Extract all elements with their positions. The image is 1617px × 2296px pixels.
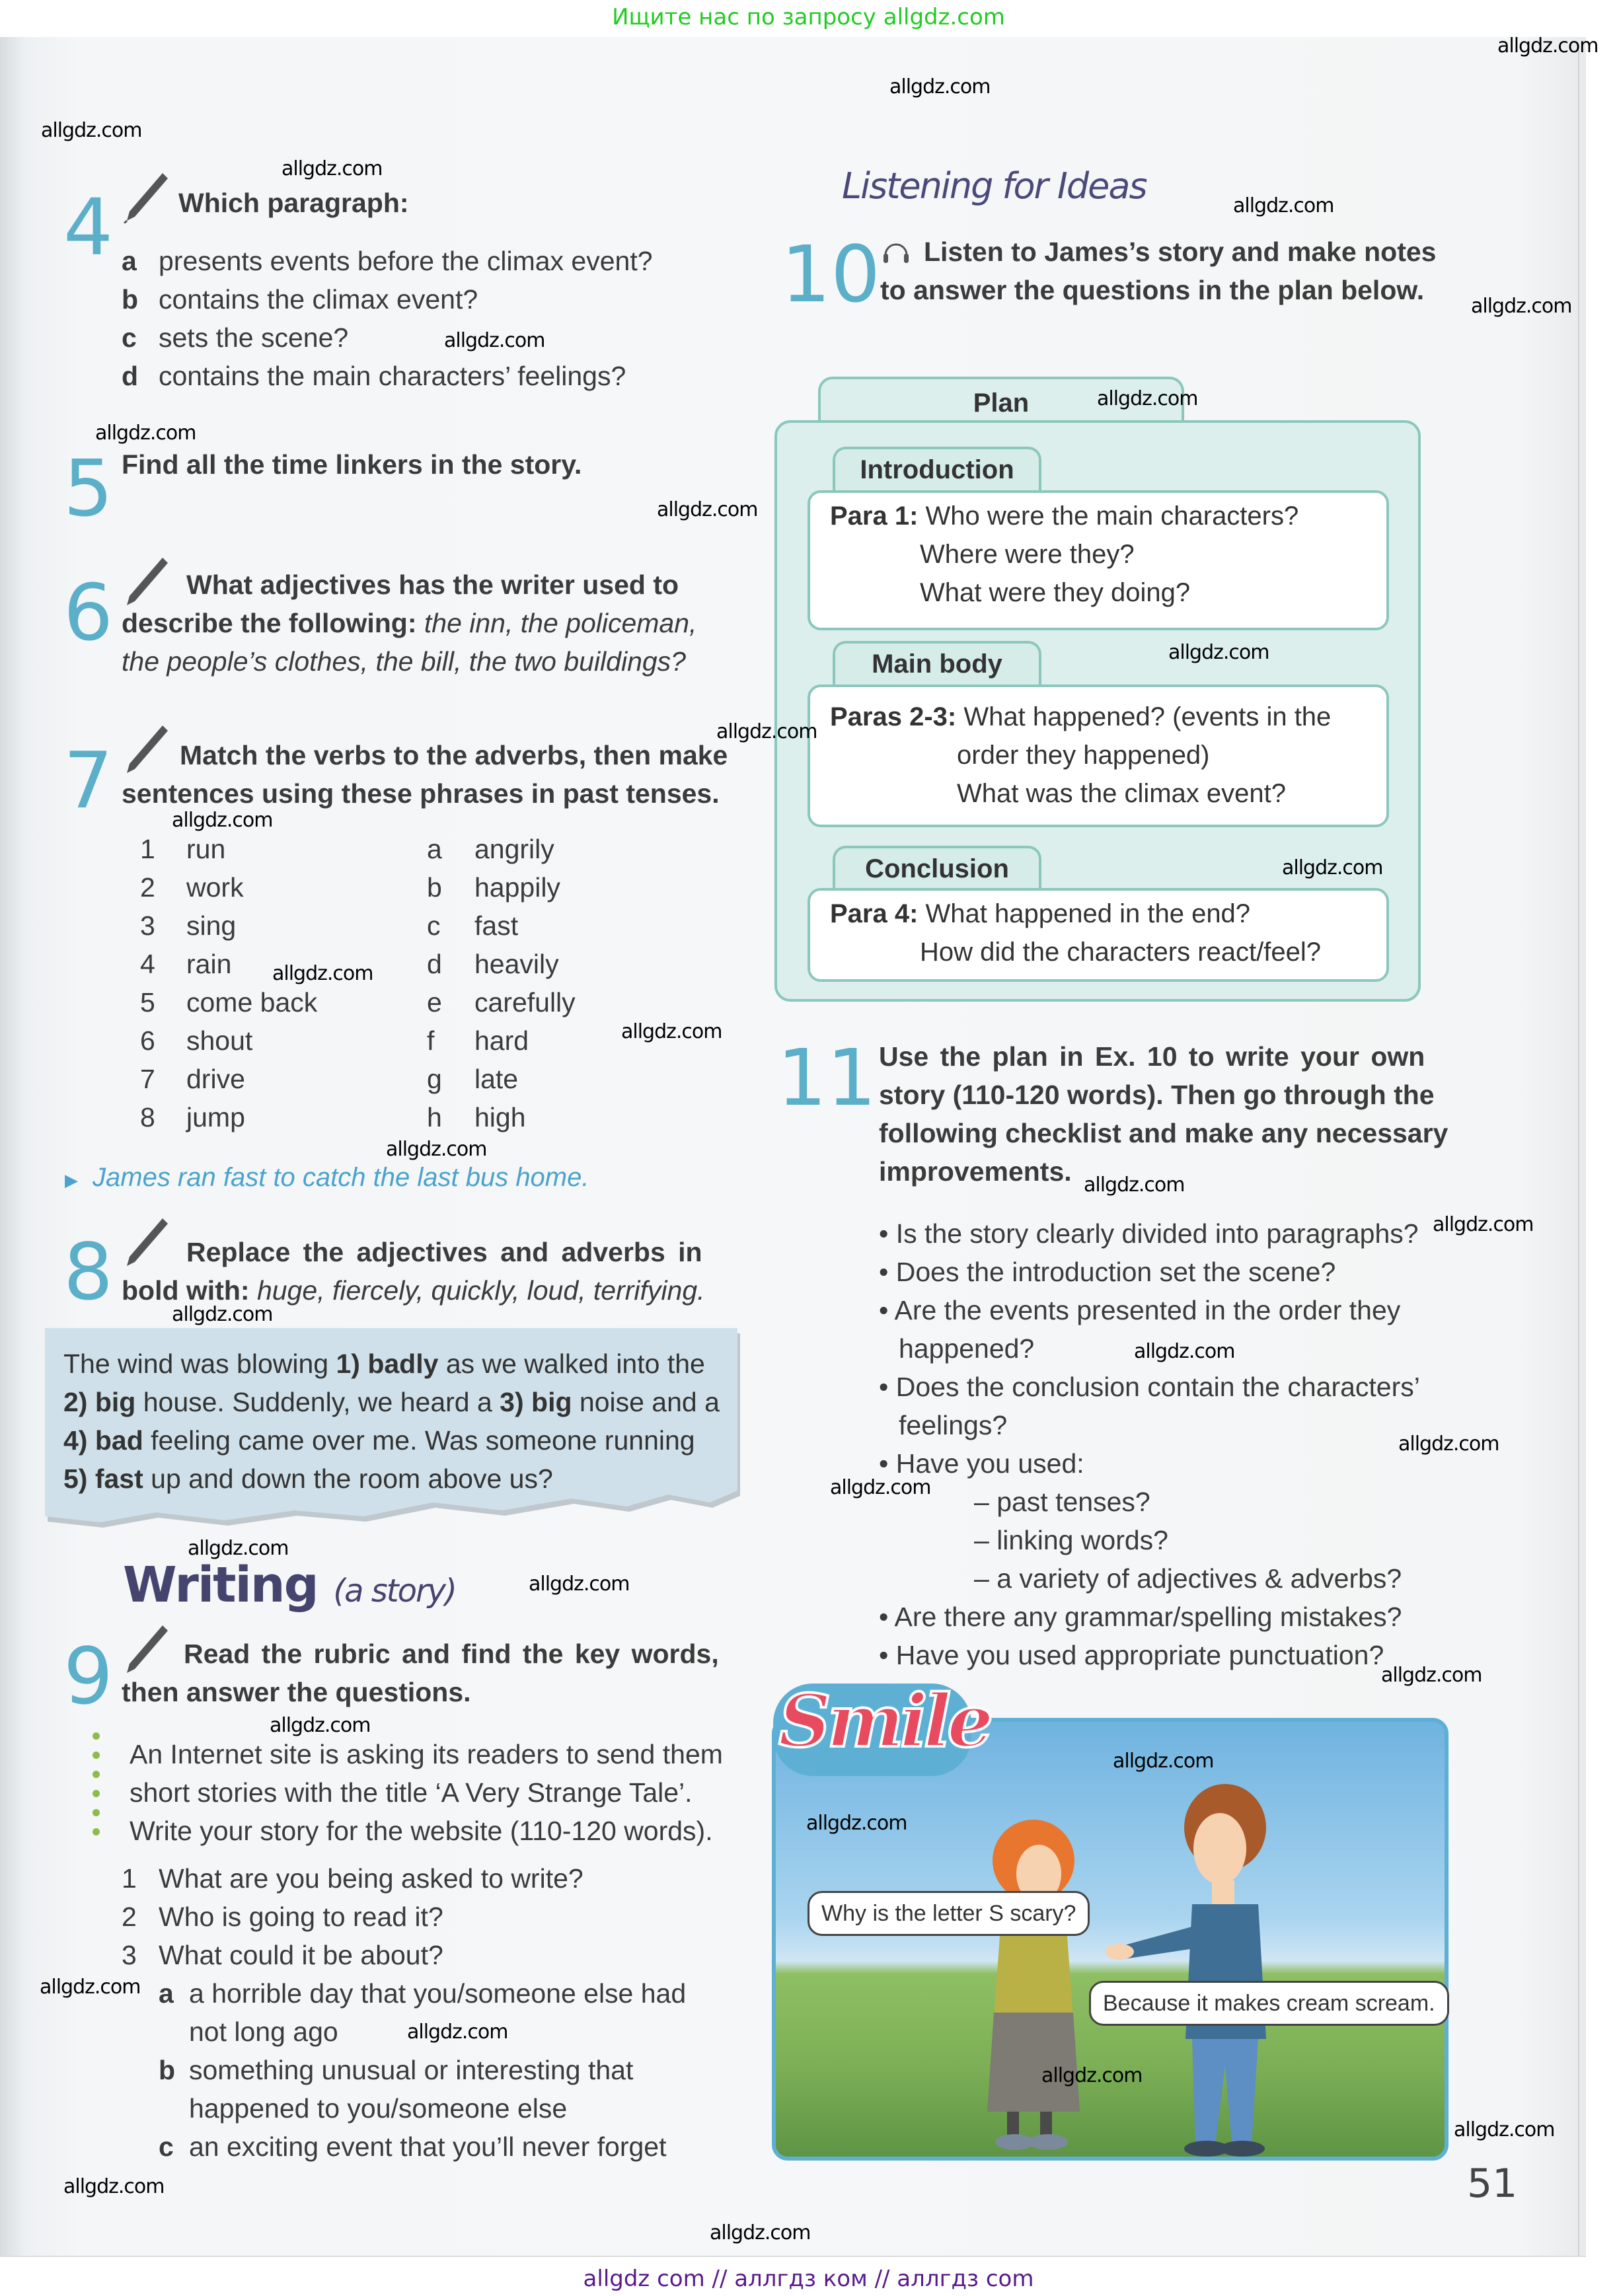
adverb-item: d heavily: [427, 949, 559, 979]
exercise-8-number: 8: [63, 1226, 114, 1317]
verb-item: 7 drive: [140, 1064, 245, 1094]
exercise-6-rubric-line2: describe the following: the inn, the policeman,: [122, 608, 697, 638]
exercise-4-number: 4: [63, 182, 114, 273]
watermark: allgdz.com: [40, 1976, 141, 1999]
adverb-item: g late: [427, 1064, 519, 1094]
exercise-8-text: [63, 1345, 731, 1498]
watermark: allgdz.com: [1454, 2118, 1555, 2141]
verb-item: 4 rain: [140, 949, 232, 979]
girl-character-illustration: [961, 1801, 1106, 2158]
task-line: An Internet site is asking its readers to send them: [130, 1739, 723, 1769]
exercise-5-number: 5: [63, 443, 114, 534]
watermark: allgdz.com: [1134, 1340, 1235, 1363]
exercise-8-rubric-line1: Replace the adjectives and adverbs in: [186, 1237, 702, 1267]
watermark: allgdz.com: [95, 422, 196, 445]
question-item: 2 Who is going to read it?: [122, 1902, 443, 1932]
exercise-4-item-d: d contains the main characters’ feelings?: [122, 361, 626, 391]
writing-section-title: Writing (a story): [123, 1557, 456, 1613]
watermark: allgdz.com: [806, 1812, 907, 1835]
speech-bubble-boy: Because it makes cream scream.: [1089, 1981, 1449, 2026]
pen-icon: [123, 1216, 169, 1269]
smile-cartoon-image: [772, 1718, 1448, 2161]
watermark: allgdz.com: [1041, 2064, 1143, 2087]
checklist-item: • Are there any grammar/spelling mistakes?: [879, 1602, 1402, 1632]
arrow-right-icon: ▶: [65, 1170, 78, 1190]
text-line: 2) big house. Suddenly, we heard a 3) big noise and a: [63, 1387, 720, 1417]
verb-item: 3 sing: [140, 910, 237, 941]
plan-line: Where were they?: [920, 540, 1135, 569]
question-item: 1 What are you being asked to write?: [122, 1863, 583, 1894]
watermark: allgdz.com: [657, 498, 758, 521]
adverb-item: c fast: [427, 910, 519, 941]
question-item: 3 What could it be about?: [122, 1940, 443, 1970]
adverb-item: f hard: [427, 1025, 529, 1056]
task-line: short stories with the title ‘A Very Strange Tale’.: [130, 1777, 693, 1808]
watermark: allgdz.com: [188, 1537, 289, 1560]
option-a: a a horrible day that you/someone else had: [159, 1978, 687, 2009]
plan-line: Paras 2-3: What happened? (events in the: [830, 702, 1332, 731]
exercise-8-rubric-line2: bold with: huge, fiercely, quickly, loud, terrifying.: [122, 1275, 705, 1306]
plan-section-tab-main-body: Main body: [833, 641, 1041, 685]
watermark: allgdz.com: [830, 1476, 931, 1499]
checklist-subitem: – past tenses?: [974, 1487, 1150, 1517]
watermark: allgdz.com: [172, 1303, 273, 1326]
checklist-item: • Have you used:: [879, 1448, 1084, 1479]
watermark: allgdz.com: [529, 1573, 630, 1596]
watermark: allgdz.com: [621, 1020, 722, 1043]
bottom-banner[interactable]: allgdz com // аллгдз ком // аллгдз com: [0, 2262, 1617, 2296]
exercise-11-rubric-line: story (110-120 words). Then go through the: [879, 1080, 1435, 1110]
exercise-4-item-c: c sets the scene?: [122, 322, 349, 353]
verb-item: 2 work: [140, 872, 244, 903]
checklist-subitem: – linking words?: [974, 1525, 1168, 1555]
exercise-11-rubric-line: improvements.: [879, 1156, 1072, 1187]
pen-icon: [123, 723, 169, 776]
watermark: allgdz.com: [272, 962, 373, 985]
plan-line: Para 1: Who were the main characters?: [830, 501, 1299, 531]
exercise-11-rubric-line: following checklist and make any necessary: [879, 1118, 1448, 1148]
checklist-item: • Are the events presented in the order they: [879, 1295, 1401, 1325]
exercise-9-rubric-line2: then answer the questions.: [122, 1677, 471, 1707]
exercise-9-rubric-line1: Read the rubric and find the key words,: [184, 1639, 719, 1669]
exercise-10-rubric-line2: to answer the questions in the plan below.: [880, 275, 1425, 305]
pen-icon: [123, 1623, 169, 1676]
smile-logo: Smile: [778, 1678, 990, 1763]
watermark: allgdz.com: [1497, 34, 1598, 57]
adverb-item: e carefully: [427, 987, 576, 1018]
page-number: 51: [1467, 2161, 1518, 2207]
verb-item: 6 shout: [140, 1025, 253, 1056]
watermark: allgdz.com: [710, 2221, 811, 2244]
plan-line: Para 4: What happened in the end?: [830, 899, 1251, 928]
adverb-item: h high: [427, 1102, 526, 1132]
verb-item: 1 run: [140, 834, 226, 864]
watermark: allgdz.com: [1168, 641, 1269, 664]
listening-section-title: Listening for Ideas: [842, 165, 1147, 207]
watermark: allgdz.com: [1084, 1173, 1185, 1197]
watermark: allgdz.com: [1381, 1664, 1482, 1687]
watermark: allgdz.com: [889, 75, 991, 98]
watermark: allgdz.com: [172, 809, 273, 832]
task-line: Write your story for the website (110-120 words).: [130, 1816, 713, 1846]
plan-tab: Plan: [818, 377, 1184, 424]
pen-icon: [123, 170, 169, 223]
option-a-continued: not long ago: [189, 2017, 338, 2047]
verb-item: 8 jump: [140, 1102, 245, 1132]
option-b: b something unusual or interesting that: [159, 2055, 634, 2085]
exercise-5-rubric: Find all the time linkers in the story.: [122, 449, 582, 480]
text-line: 4) bad feeling came over me. Was someone running: [63, 1425, 695, 1456]
option-c: c an exciting event that you’ll never forget: [159, 2131, 667, 2162]
plan-section-tab-introduction: Introduction: [833, 447, 1041, 490]
watermark: allgdz.com: [1113, 1750, 1214, 1773]
watermark: allgdz.com: [407, 2020, 508, 2044]
checklist-item: • Does the introduction set the scene?: [879, 1257, 1336, 1287]
checklist-item: • Does the conclusion contain the characters’: [879, 1372, 1420, 1402]
plan-line: What was the climax event?: [957, 779, 1286, 808]
watermark: allgdz.com: [1233, 194, 1334, 217]
checklist-item: • Have you used appropriate punctuation?: [879, 1640, 1384, 1670]
plan-section-tab-conclusion: Conclusion: [833, 846, 1041, 889]
green-dots-decoration: [93, 1732, 100, 1847]
exercise-7-rubric-line2: sentences using these phrases in past tenses.: [122, 778, 720, 809]
exercise-10-rubric-line1: Listen to James’s story and make notes: [924, 237, 1437, 267]
top-banner[interactable]: Ищите нас по запросу allgdz.com: [0, 0, 1617, 34]
watermark: allgdz.com: [63, 2175, 165, 2198]
watermark: allgdz.com: [1471, 295, 1572, 318]
exercise-9-number: 9: [63, 1631, 114, 1722]
watermark: allgdz.com: [1433, 1213, 1534, 1236]
plan-line: order they happened): [957, 741, 1210, 770]
checklist-item: feelings?: [899, 1410, 1008, 1440]
headphones-icon: [882, 235, 911, 266]
watermark: allgdz.com: [1398, 1432, 1499, 1456]
watermark: allgdz.com: [1282, 856, 1383, 879]
example-sentence: ▶ James ran fast to catch the last bus home.: [65, 1163, 589, 1192]
option-b-continued: happened to you/someone else: [189, 2093, 568, 2124]
adverb-item: b happily: [427, 872, 560, 903]
watermark: allgdz.com: [270, 1714, 371, 1737]
exercise-4-rubric: Which paragraph:: [178, 188, 409, 218]
text-line: 5) fast up and down the room above us?: [63, 1463, 553, 1494]
checklist-subitem: – a variety of adjectives & adverbs?: [974, 1563, 1402, 1594]
exercise-11-rubric-line: Use the plan in Ex. 10 to write your own: [879, 1041, 1425, 1072]
pen-icon: [123, 555, 169, 608]
watermark: allgdz.com: [1097, 387, 1198, 410]
exercise-6-rubric-line1: What adjectives has the writer used to: [186, 570, 679, 600]
checklist-item: happened?: [899, 1333, 1035, 1364]
exercise-6-rubric-line3: the people’s clothes, the bill, the two buildings?: [122, 646, 686, 677]
watermark: allgdz.com: [716, 720, 817, 743]
checklist-item: • Is the story clearly divided into paragraphs?: [879, 1218, 1419, 1249]
exercise-6-number: 6: [63, 567, 114, 658]
boy-character-illustration: [1093, 1775, 1318, 2158]
plan-line: What were they doing?: [920, 578, 1191, 607]
exercise-4-item-b: b contains the climax event?: [122, 284, 478, 315]
exercise-11-number: 11: [777, 1032, 877, 1123]
watermark: allgdz.com: [444, 329, 545, 352]
exercise-4-item-a: a presents events before the climax event?: [122, 246, 653, 276]
watermark: allgdz.com: [41, 119, 142, 142]
exercise-7-number: 7: [63, 735, 114, 826]
watermark: allgdz.com: [386, 1138, 487, 1161]
speech-bubble-girl: Why is the letter S scary?: [808, 1891, 1090, 1936]
exercise-10-number: 10: [781, 229, 881, 320]
watermark: allgdz.com: [282, 157, 383, 180]
verb-item: 5 come back: [140, 987, 318, 1018]
exercise-7-rubric-line1: Match the verbs to the adverbs, then make: [180, 740, 728, 770]
plan-line: How did the characters react/feel?: [920, 938, 1321, 967]
text-line: The wind was blowing 1) badly as we walked into the: [63, 1349, 705, 1379]
adverb-item: a angrily: [427, 834, 554, 864]
